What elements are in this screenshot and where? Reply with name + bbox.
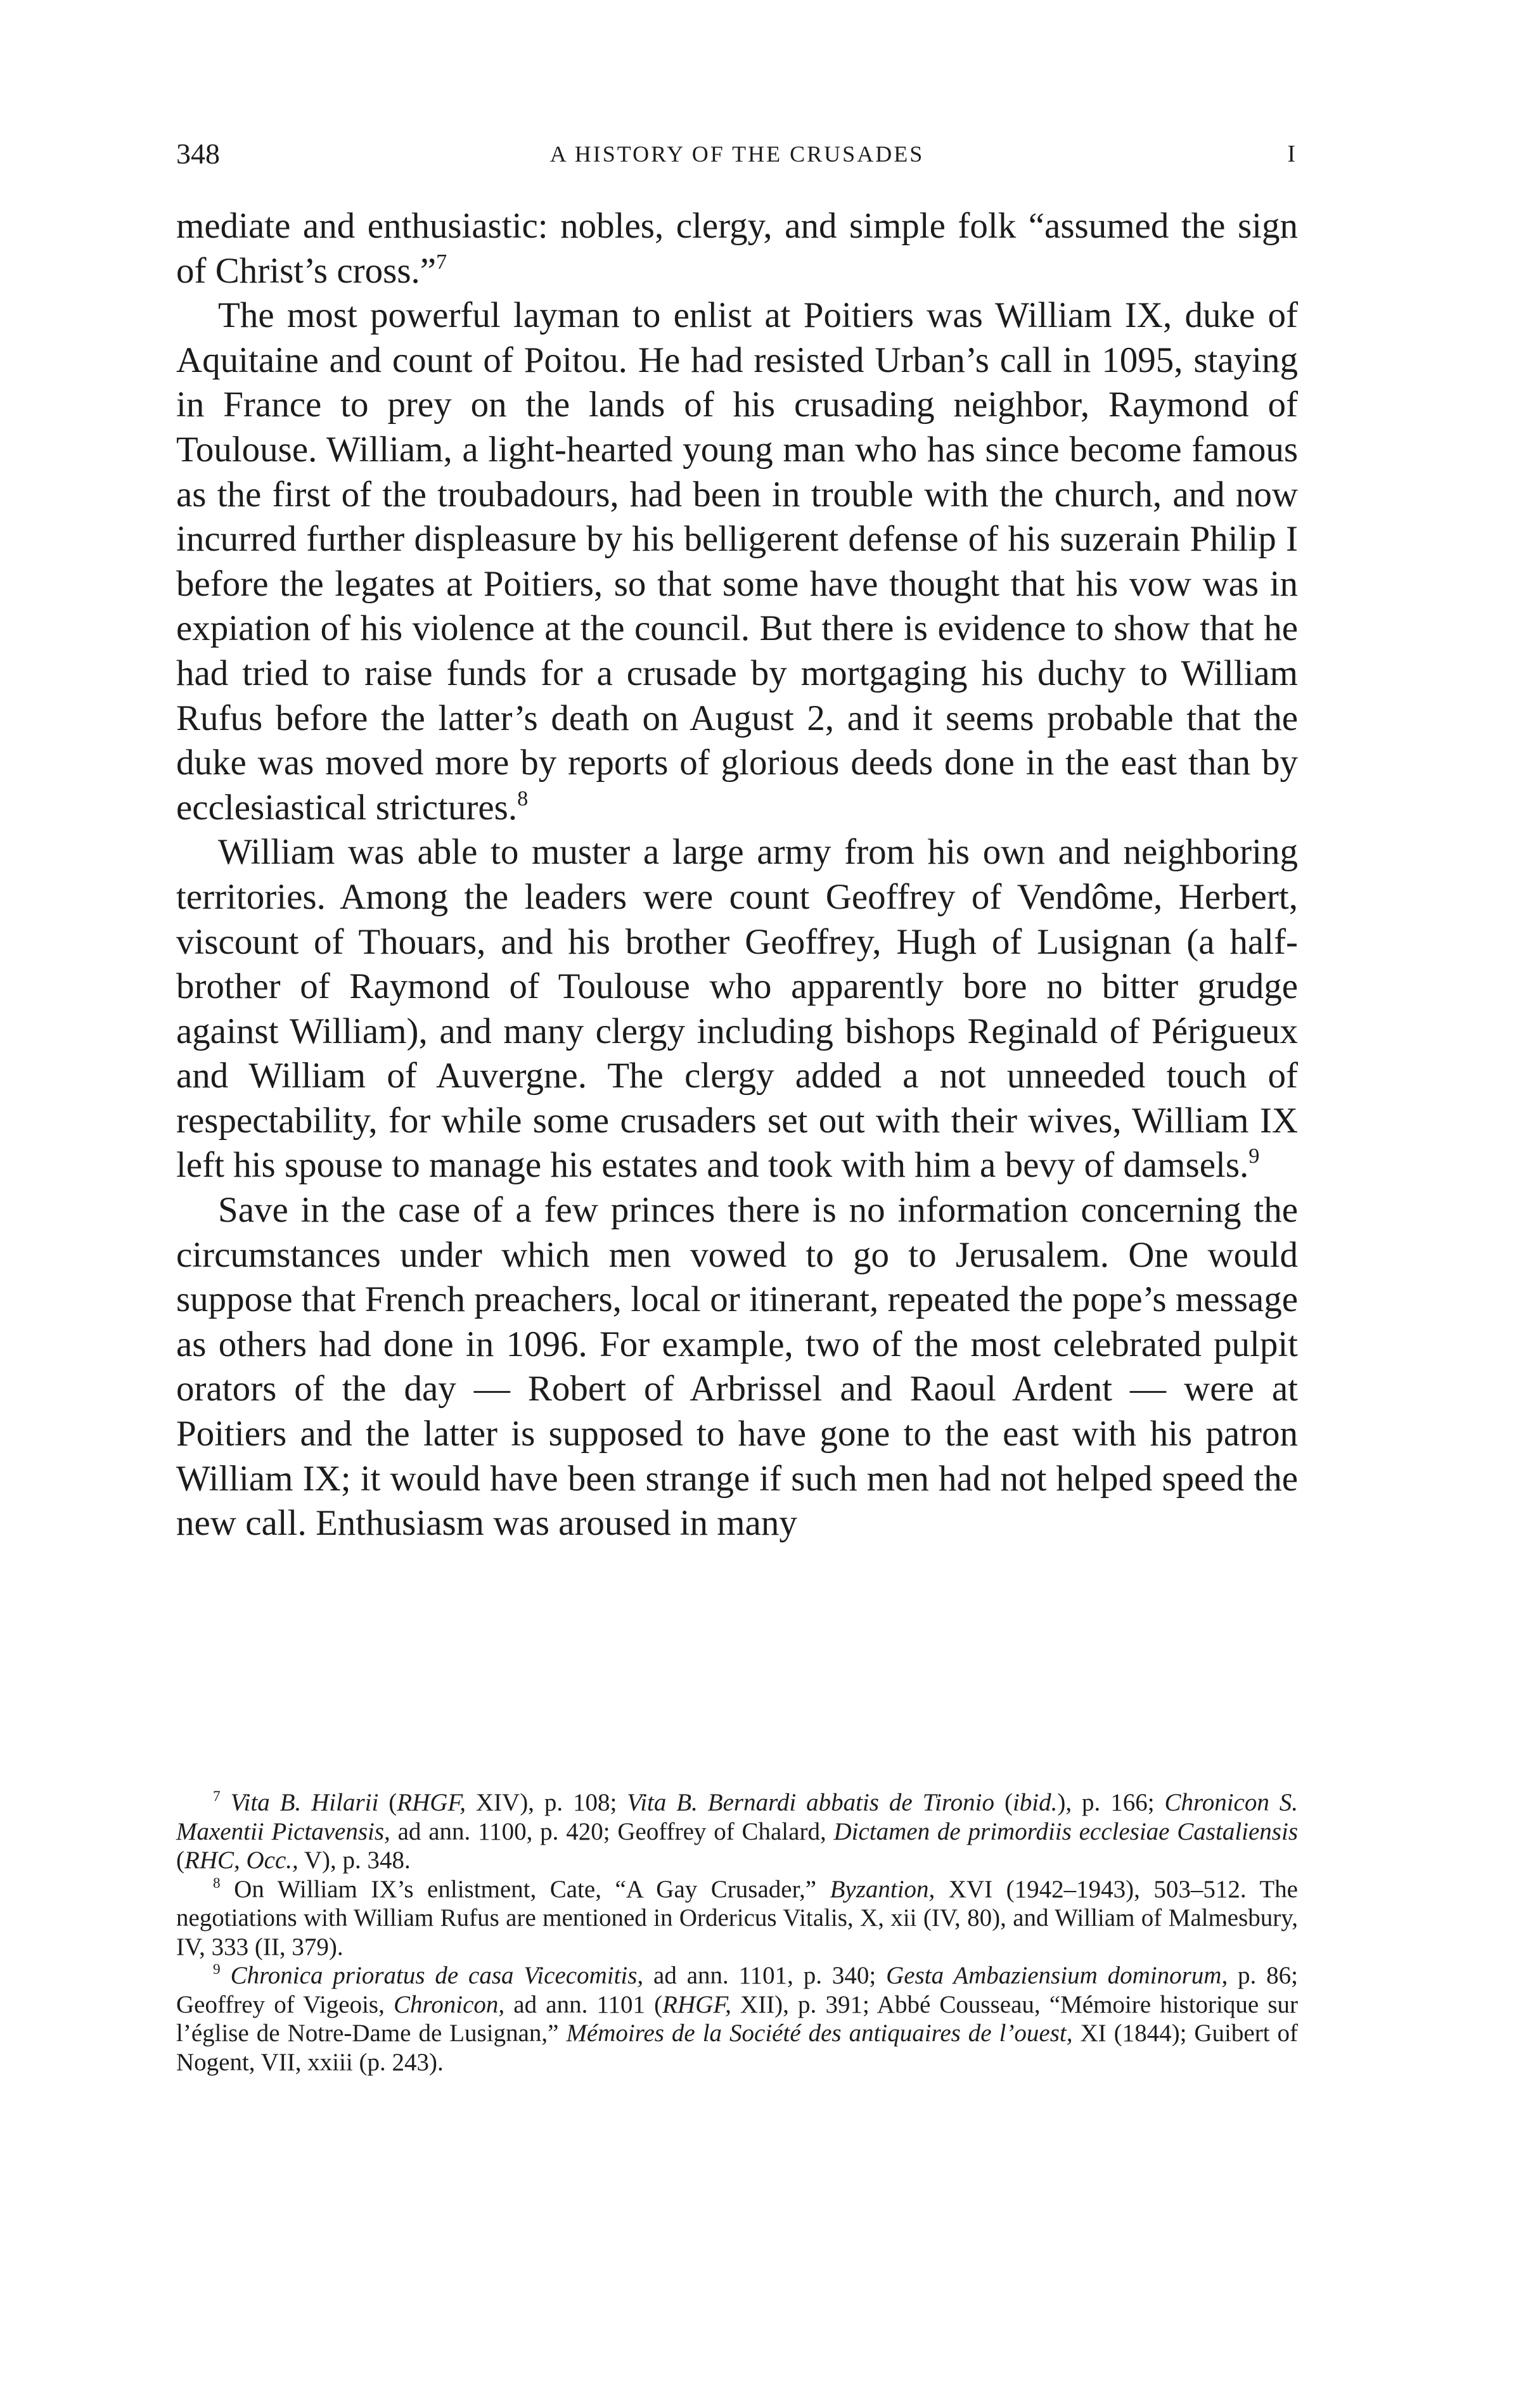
footnote-text: XIV), p. 108; — [465, 1789, 627, 1816]
footnote-text: XVI (1942–1943), 503–512. The negotiations with William Rufus are mentioned in Ordericus Vitalis, X, xii (IV, 80), and William of Malmesbury, IV, 333 (II, 379). — [176, 1875, 1298, 1961]
running-title: A HISTORY OF THE CRUSADES — [549, 141, 925, 167]
paragraph-text: Save in the case of a few princes there is no information concerning the circumstances under which men vowed to go to Jerusalem. One would suppose that French preachers, local or itinerant, repeated the pope’s message as others had done in 1096. For example, two of the most celebrated pulpit orators of the day — Robert of Arbrissel and Raoul Ardent — were at Poitiers and the latter is supposed to have gone to the east with his patron William IX; it would have been strange if such men had not helped speed the new call. Enthusiasm was aroused in many — [176, 1190, 1298, 1544]
running-head — [176, 132, 1298, 176]
footnote-italic: Dictamen de primordiis ecclesiae Castaliensis — [833, 1817, 1298, 1845]
paragraph — [176, 1188, 1298, 1546]
footnote-italic: RHGF, — [397, 1789, 466, 1816]
footnote-number: 9 — [213, 1961, 221, 1978]
footnote-italic: RHGF, — [662, 1990, 731, 2018]
footnote-text: ( — [176, 1847, 184, 1874]
footnote-text: p. 86; Geoffrey of Vigeois, — [176, 1962, 1299, 2018]
footnote — [176, 1788, 1298, 1875]
footnote-italic: Chronicon, — [394, 1990, 505, 2018]
footnote-text: ), p. 166; — [1057, 1789, 1165, 1816]
footnote-text: ( — [378, 1789, 397, 1816]
footnote-text: ad ann. 1101 ( — [504, 1990, 663, 2018]
footnote-italic: Chronica prioratus de casa Vicecomitis, — [230, 1962, 644, 1989]
paragraph-text: The most powerful layman to enlist at Poitiers was William IX, duke of Aquitaine and count of Poitou. He had resisted Urban’s call in 1095, staying in France to prey on the lands of his crusading neighbor, Raymond of Toulouse. William, a light-hearted young man who has since become famous as the first of the troubadours, had been in trouble with the church, and now incurred further displeasure by his belligerent defense of his suzerain Philip I before the legates at Poitiers, so that some have thought that his vow was in expiation of his violence at the council. But there is evidence to show that he had tried to raise funds for a crusade by mortgaging his duchy to William Rufus before the latter’s death on August 2, and it seems probable that the duke was moved more by reports of glorious deeds done in the east than by ecclesiastical strictures. — [176, 295, 1298, 828]
paragraph — [176, 293, 1298, 830]
part-number: I — [1287, 141, 1295, 167]
footnotes — [176, 1788, 1298, 2077]
footnote-number: 7 — [213, 1788, 221, 1805]
paragraph — [176, 830, 1298, 1188]
footnote-text: XII), p. 391; Abbé Cousseau, “Mémoire historique sur l’église de Notre-Dame de Lusignan,” — [176, 1990, 1298, 2047]
paragraph-text: mediate and enthusiastic: nobles, clergy, and simple folk “assumed the sign of Christ’s cross.” — [176, 206, 1298, 291]
footnote-italic: Vita B. Hilarii — [230, 1789, 379, 1816]
footnote-ref: 9 — [1248, 1144, 1260, 1169]
footnote-italic: Byzantion, — [830, 1875, 935, 1903]
footnote-text: XI (1844); Guibert of Nogent, VII, xxiii (p. 243). — [176, 2020, 1298, 2076]
footnote-italic: Gesta Ambaziensium dominorum, — [886, 1962, 1228, 1989]
footnote — [176, 1875, 1298, 1962]
footnote-text: V), p. 348. — [298, 1847, 411, 1874]
paragraph-continued — [176, 204, 1298, 293]
paragraph-text: William was able to muster a large army from his own and neighboring territories. Among the leaders were count Geoffrey of Vendôme, Herbert, viscount of Thouars, and his brother Geoffrey, Hugh of Lusignan (a half-brother of Raymond of Toulouse who apparently bore no bitter grudge against William), and many clergy including bishops Reginald of Périgueux and William of Auvergne. The clergy added a not unneeded touch of respectability, for while some crusaders set out with their wives, William IX left his spouse to manage his estates and took with him a bevy of damsels. — [176, 832, 1298, 1186]
page-number: 348 — [176, 138, 220, 170]
footnote-text: ad ann. 1100, p. 420; Geoffrey of Chalard, — [390, 1817, 834, 1845]
footnote-text: ad ann. 1101, p. 340; — [643, 1962, 887, 1989]
footnote-ref: 8 — [517, 786, 529, 810]
footnote-text: ( — [994, 1789, 1013, 1816]
footnote-italic: Vita B. Bernardi abbatis de Tironio — [627, 1789, 995, 1816]
footnote-italic: ibid. — [1012, 1789, 1058, 1816]
footnote-ref: 7 — [436, 250, 447, 274]
footnote-text: On William IX’s enlistment, Cate, “A Gay Crusader,” — [234, 1875, 830, 1903]
main-text — [176, 204, 1298, 1546]
footnote-number: 8 — [213, 1874, 221, 1892]
footnote-italic: RHC, Occ., — [184, 1847, 298, 1874]
footnote-italic: Mémoires de la Société des antiquaires de l’ouest, — [566, 2020, 1073, 2047]
footnote — [176, 1961, 1298, 2077]
footnote-italic: Chronicon S. Maxentii Pictavensis, — [176, 1789, 1299, 1845]
